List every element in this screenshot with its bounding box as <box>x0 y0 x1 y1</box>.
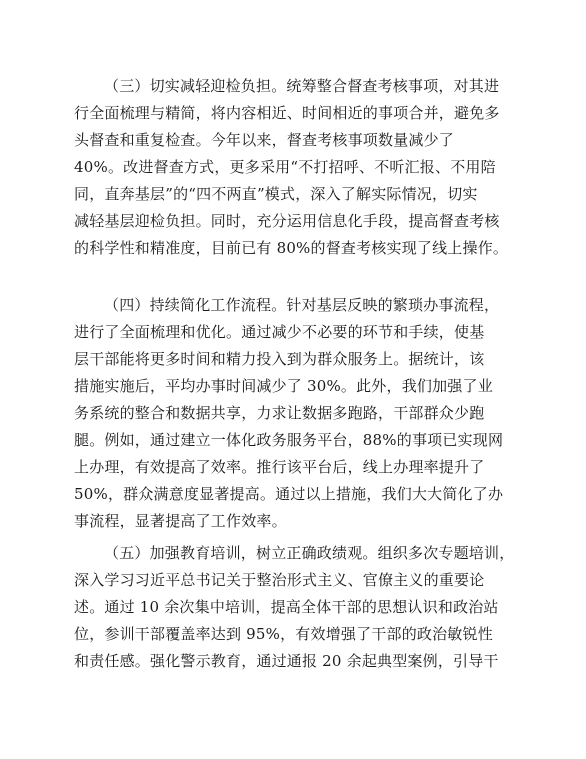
text-line: （五）加强教育培训，树立正确政绩观。组织多次专题培训， <box>104 544 515 562</box>
text-line: 上办理，有效提高了效率。推行该平台后，线上办理率提升了 <box>74 458 485 476</box>
text-line: 行全面梳理与精简，将内容相近、时间相近的事项合并，避免多 <box>74 104 500 122</box>
text-line: 头督查和重复检查。今年以来，督查考核事项数量减少了 <box>74 131 455 149</box>
text-line: 事流程，显著提高了工作效率。 <box>74 512 287 530</box>
text-line: 务系统的整合和数据共享，力求让数据多跑路，干部群众少跑 <box>74 404 485 422</box>
text-line: 的科学性和精准度，目前已有 80%的督查考核实现了线上操作。 <box>74 239 509 257</box>
text-line: 40%。改进督查方式，更多采用“不打招呼、不听汇报、不用陪 <box>74 158 496 176</box>
text-line: 同，直奔基层”的“四不两直”模式，深入了解实际情况，切实 <box>74 185 478 203</box>
text-line: 述。通过 10 余次集中培训，提高全体干部的思想认识和政治站 <box>74 598 499 616</box>
text-line: 措施实施后，平均办事时间减少了 30%。此外，我们加强了业 <box>74 377 493 395</box>
text-line: 深入学习习近平总书记关于整治形式主义、官僚主义的重要论 <box>74 571 485 589</box>
text-line: 层干部能将更多时间和精力投入到为群众服务上。据统计，该 <box>74 350 485 368</box>
text-line: 位，参训干部覆盖率达到 95%，有效增强了干部的政治敏锐性 <box>74 625 493 643</box>
text-line: 和责任感。强化警示教育，通过通报 20 余起典型案例，引导干 <box>74 652 499 670</box>
text-line: 减轻基层迎检负担。同时，充分运用信息化手段，提高督查考核 <box>74 212 500 230</box>
text-line: 进行了全面梳理和优化。通过减少不必要的环节和手续，使基 <box>74 323 485 341</box>
text-line: 50%，群众满意度显著提高。通过以上措施，我们大大简化了办 <box>74 485 504 503</box>
text-line: （四）持续简化工作流程。针对基层反映的繁琐办事流程， <box>104 296 500 314</box>
text-line: （三）切实减轻迎检负担。统筹整合督查考核事项，对其进 <box>104 77 500 95</box>
text-line: 腿。例如，通过建立一体化政务服务平台，88%的事项已实现网 <box>74 431 504 449</box>
